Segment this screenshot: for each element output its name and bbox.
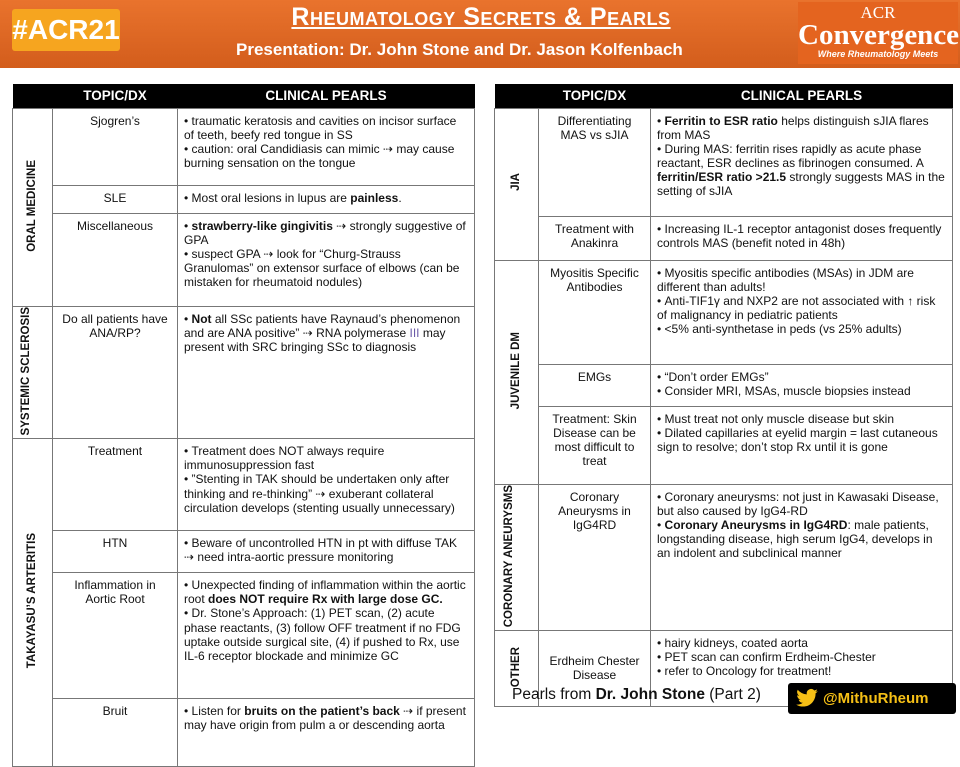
pearl-item: • Beware of uncontrolled HTN in pt with diffuse TAK ⇢ need intra-aortic pressure monitoring	[184, 536, 468, 564]
topic-emgs: EMGs	[539, 364, 651, 406]
table-row	[13, 439, 475, 531]
header-banner	[0, 0, 960, 68]
pearls-aortic-root	[178, 573, 475, 699]
topic-bruit: Bruit	[53, 699, 178, 767]
topic-ana-rp: Do all patients have ANA/RP?	[53, 306, 178, 439]
pearls-skin	[651, 406, 953, 484]
table-row	[495, 406, 953, 484]
pearl-item: • caution: oral Candidiasis can mimic ⇢ may cause burning sensation on the tongue	[184, 142, 468, 170]
pearl-item: • <5% anti-synthetase in peds (vs 25% adults)	[657, 322, 946, 336]
topic-skin-disease: Treatment: Skin Disease can be most difficult to treat	[539, 406, 651, 484]
table-header-row	[495, 84, 953, 108]
table-row	[13, 531, 475, 573]
left-pearls-table	[12, 84, 475, 767]
pearl-item: • Unexpected finding of inflammation within the aortic root does NOT require Rx with large dose GC.	[184, 578, 468, 606]
table-row	[13, 213, 475, 306]
twitter-handle-badge[interactable]	[788, 683, 956, 714]
pearl-item: • hairy kidneys, coated aorta	[657, 636, 946, 650]
topic-tak-treatment: Treatment	[53, 439, 178, 531]
topic-erdheim-chester: Erdheim Chester Disease	[539, 630, 651, 706]
table-row	[13, 573, 475, 699]
topic-sjogrens: Sjogren’s	[53, 108, 178, 185]
acr21-badge: #ACR21	[12, 9, 120, 51]
category-coronary-aneurysms: CORONARY ANEURYSMS	[495, 484, 539, 630]
pearl-item: • Treatment does NOT always require immunosuppression fast	[184, 444, 468, 472]
pearls-myositis	[651, 260, 953, 364]
pearl-item: • Ferritin to ESR ratio helps distinguish sJIA flares from MAS	[657, 114, 946, 142]
category-jia: JIA	[495, 108, 539, 260]
pearls-htn	[178, 531, 475, 573]
category-juvenile-dm: JUVENILE DM	[495, 260, 539, 484]
pearl-item: • suspect GPA ⇢ look for “Churg-Strauss Granulomas” on extensor surface of elbows (can be mistaken for rheumatoid nodules)	[184, 247, 468, 289]
twitter-handle[interactable]: @MithuRheum	[823, 690, 929, 707]
header-cat-blank	[13, 84, 53, 108]
pearls-mas	[651, 108, 953, 216]
category-oral-medicine: ORAL MEDICINE	[13, 108, 53, 306]
topic-anakinra: Treatment with Anakinra	[539, 216, 651, 260]
table-row	[13, 108, 475, 185]
pearl-item: • “Don’t order EMGs”	[657, 370, 946, 384]
topic-myositis-antibodies: Myositis Specific Antibodies	[539, 260, 651, 364]
pearls-sjogrens	[178, 108, 475, 185]
pearl-item: • Consider MRI, MSAs, muscle biopsies instead	[657, 384, 946, 398]
category-other: OTHER	[495, 630, 539, 706]
logo-acr-text: ACR	[860, 3, 896, 22]
table-row	[495, 108, 953, 216]
pearls-bruit	[178, 699, 475, 767]
header-topic: TOPIC/DX	[539, 84, 651, 108]
pearls-coronary	[651, 484, 953, 630]
pearl-item: • Anti-TIF1γ and NXP2 are not associated with ↑ risk of malignancy in pediatric patients	[657, 294, 946, 322]
pearl-item: • During MAS: ferritin rises rapidly as acute phase reactant, ESR declines as fibrinogen consumed. A ferritin/ESR ratio >21.5 strongly suggests MAS in the setting of sJIA	[657, 142, 946, 199]
topic-sle: SLE	[53, 185, 178, 213]
table-row	[13, 185, 475, 213]
pearl-item: • Must treat not only muscle disease but skin	[657, 412, 946, 426]
header-pearls: CLINICAL PEARLS	[651, 84, 953, 108]
pearl-item: • traumatic keratosis and cavities on incisor surface of teeth, beefy red tongue in SS	[184, 114, 468, 142]
table-row	[495, 484, 953, 630]
topic-miscellaneous: Miscellaneous	[53, 213, 178, 306]
pearls-ssc	[178, 306, 475, 439]
table-row	[495, 216, 953, 260]
pearl-item: • Coronary Aneurysms in IgG4RD: male patients, longstanding disease, high serum IgG4, develops in an indolent and subclinical manner	[657, 518, 946, 560]
header-pearls: CLINICAL PEARLS	[178, 84, 475, 108]
table-row	[495, 260, 953, 364]
category-takayasu: TAKAYASU’S ARTERITIS	[13, 439, 53, 767]
logo-tagline: Where Rheumatology Meets	[817, 49, 939, 59]
pearls-miscellaneous	[178, 213, 475, 306]
pearl-item: • Dr. Stone’s Approach: (1) PET scan, (2) acute phase reactants, (3) follow OFF treatment if no FDG uptake outside surgical site, (4) if pushed to Rx, use IL-6 receptor blockade and minimize GC	[184, 606, 468, 663]
category-systemic-sclerosis: SYSTEMIC SCLEROSIS	[13, 306, 53, 439]
header-cat-blank	[495, 84, 539, 108]
pearl-item: • Listen for bruits on the patient’s back ⇢ if present may have origin from pulm a or descending aorta	[184, 704, 468, 732]
topic-aortic-root: Inflammation in Aortic Root	[53, 573, 178, 699]
footer-credit: Pearls from Dr. John Stone (Part 2)	[512, 686, 761, 703]
header-topic: TOPIC/DX	[53, 84, 178, 108]
page-title: Rheumatology Secrets & Pearls	[291, 3, 671, 31]
table-header-row	[13, 84, 475, 108]
pearl-item: • strawberry-like gingivitis ⇢ strongly suggestive of GPA	[184, 219, 468, 247]
acr-convergence-logo	[798, 2, 958, 64]
pearl-item: • Dilated capillaries at eyelid margin = last cutaneous sign to resolve; don’t stop Rx until it is gone	[657, 426, 946, 454]
pearls-sle	[178, 185, 475, 213]
pearl-item: • ”Stenting in TAK should be undertaken only after thinking and re-thinking” ⇢ exuberant collateral circulation develops (stenting usually unnecessary)	[184, 472, 468, 514]
pearl-item: • Myositis specific antibodies (MSAs) in JDM are different than adults!	[657, 266, 946, 294]
presentation-subtitle: Presentation: Dr. John Stone and Dr. Jason Kolfenbach	[236, 40, 683, 59]
topic-htn: HTN	[53, 531, 178, 573]
topic-coronary-igg4rd: Coronary Aneurysms in IgG4RD	[539, 484, 651, 630]
pearls-emgs	[651, 364, 953, 406]
logo-convergence-text: Convergence	[798, 19, 960, 51]
table-row	[13, 699, 475, 767]
pearls-anakinra	[651, 216, 953, 260]
pearl-item: • refer to Oncology for treatment!	[657, 664, 946, 678]
pearl-item: • PET scan can confirm Erdheim-Chester	[657, 650, 946, 664]
table-row	[495, 364, 953, 406]
pearls-tak-treatment	[178, 439, 475, 531]
twitter-bird-icon	[796, 689, 818, 707]
topic-mas-vs-sjia: Differentiating MAS vs sJIA	[539, 108, 651, 216]
right-pearls-table	[494, 84, 953, 707]
pearl-item: • Most oral lesions in lupus are painless.	[184, 191, 468, 205]
pearl-item: • Coronary aneurysms: not just in Kawasaki Disease, but also caused by IgG4-RD	[657, 490, 946, 518]
pearl-item: • Increasing IL-1 receptor antagonist doses frequently controls MAS (benefit noted in 48h)	[657, 222, 946, 250]
pearl-item: • Not all SSc patients have Raynaud’s phenomenon and are ANA positive” ⇢ RNA polymerase III may present with SRC bringing SSc to diagnosis	[184, 312, 468, 354]
table-row	[13, 306, 475, 439]
